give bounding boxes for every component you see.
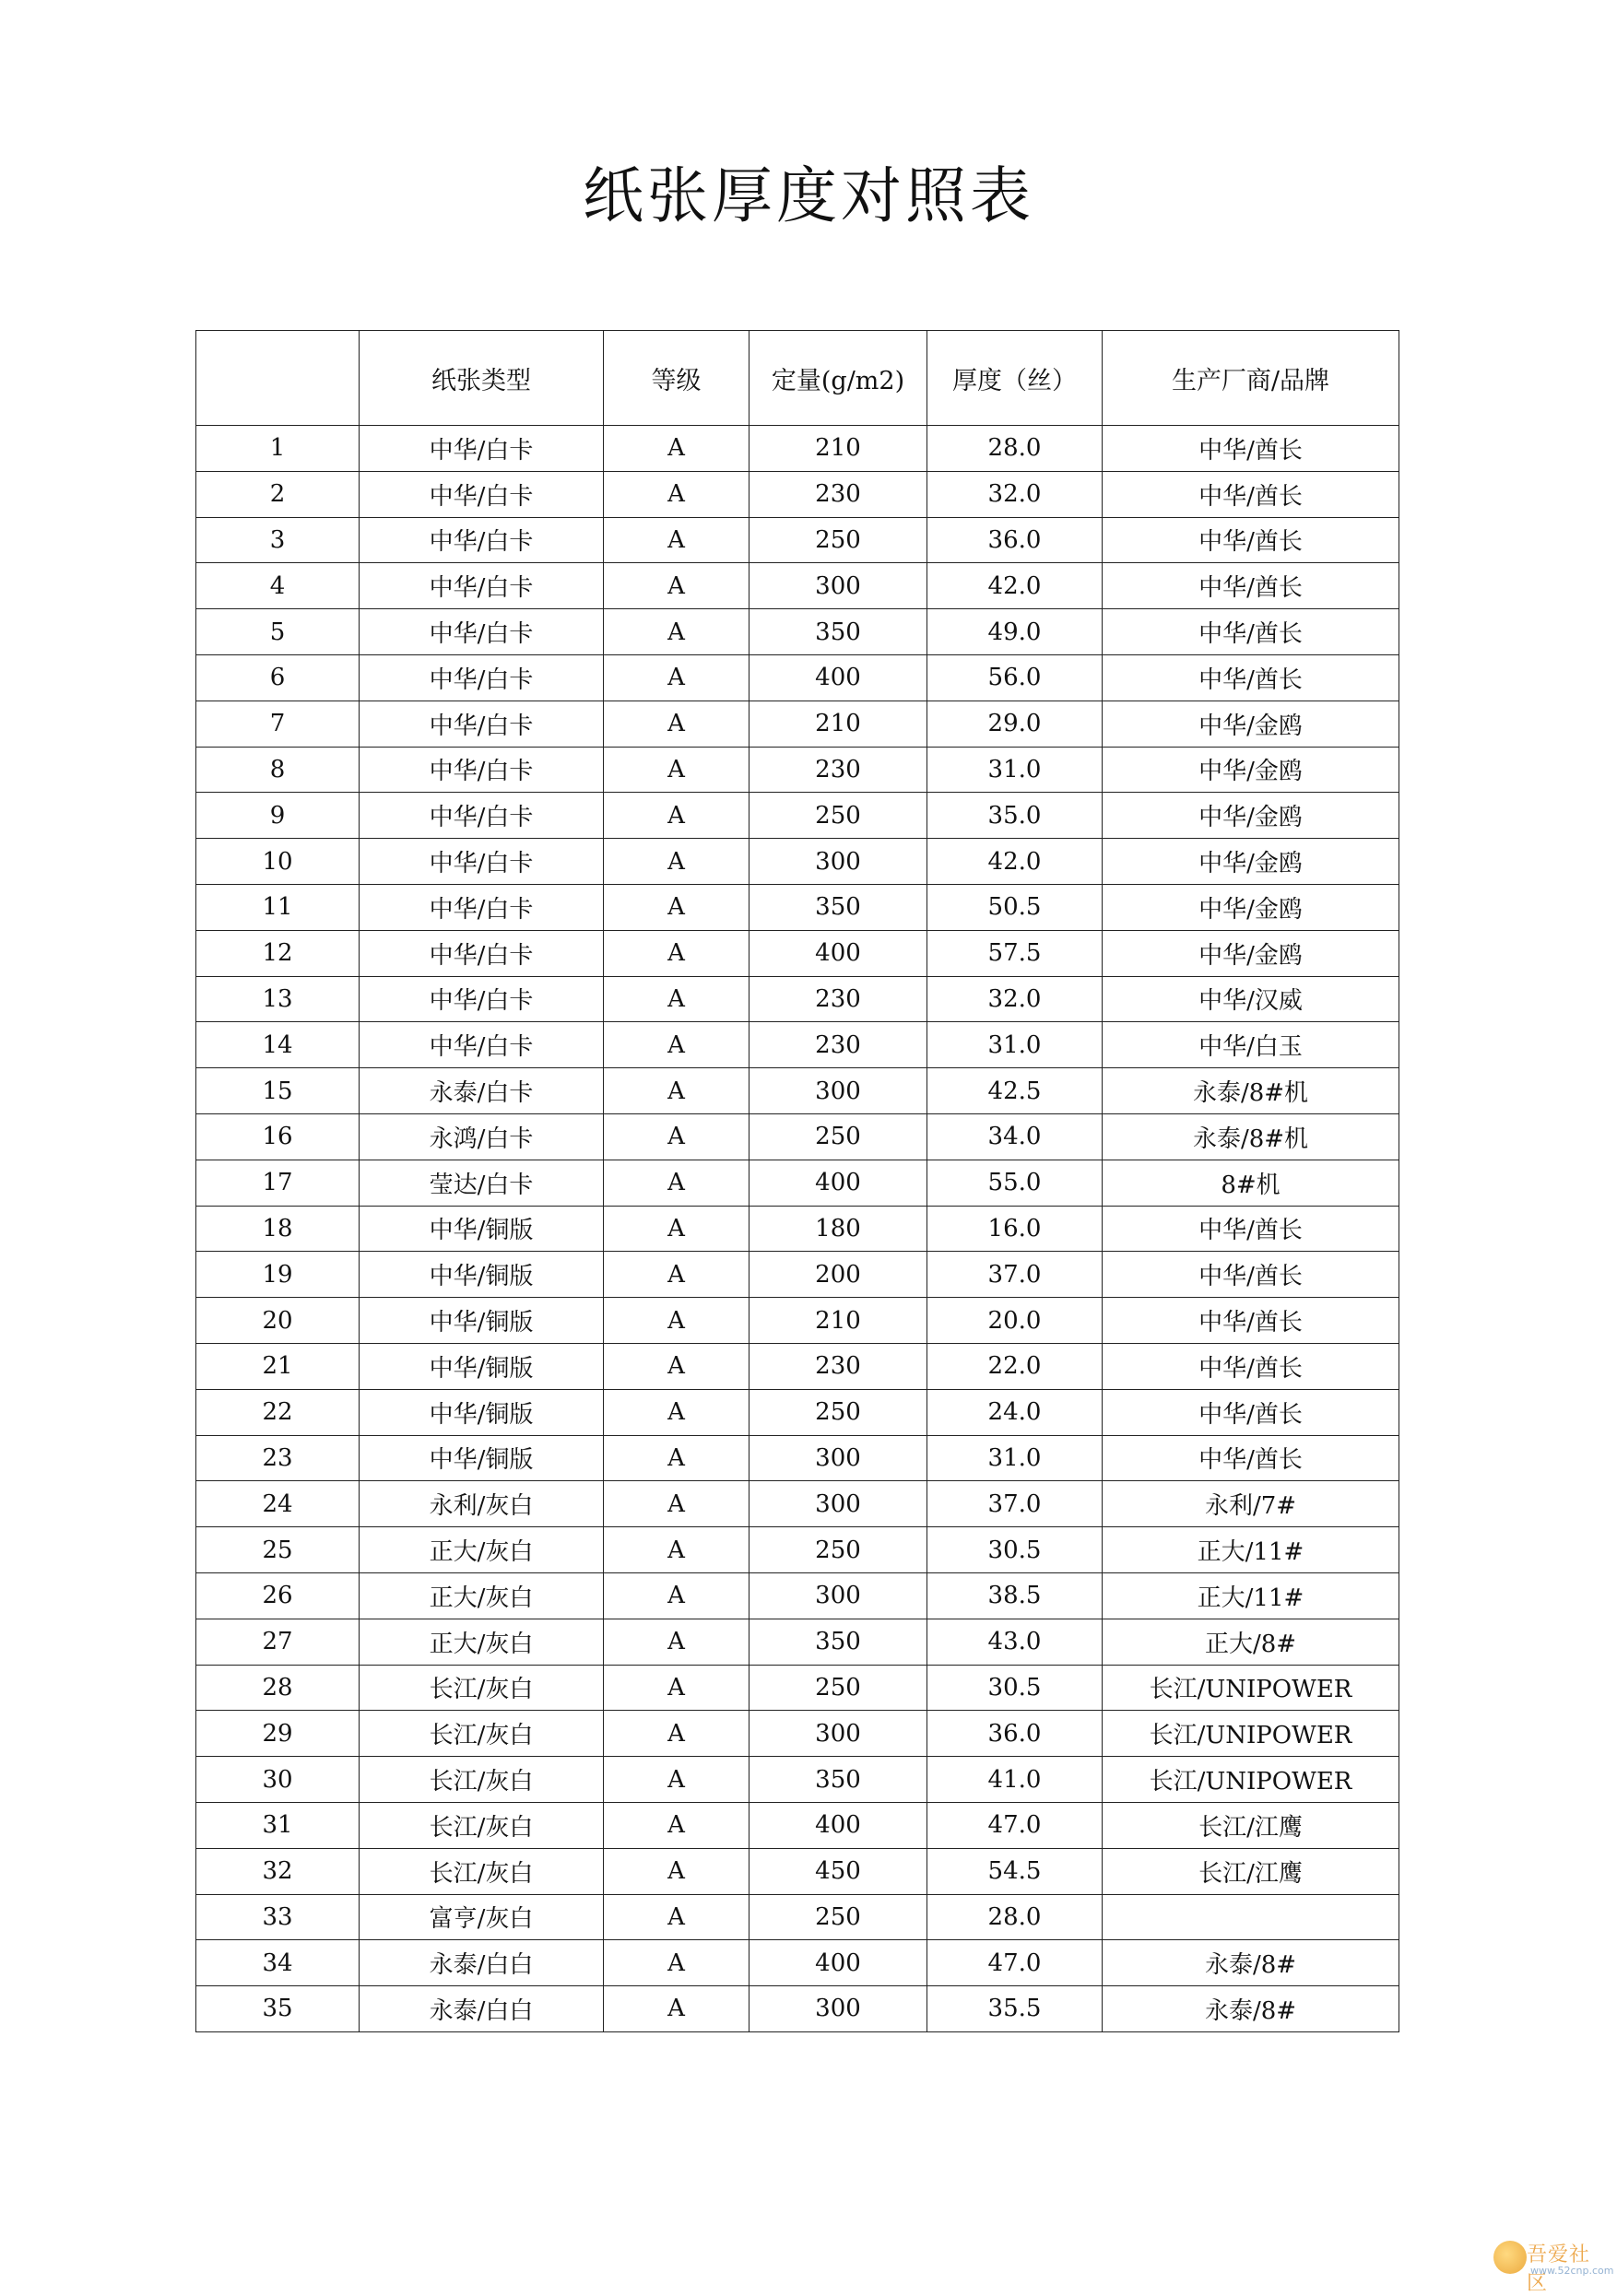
- cell-paper-type: 长江/灰白: [360, 1711, 604, 1757]
- table-row: [196, 884, 1399, 930]
- cell-paper-type: 长江/灰白: [360, 1665, 604, 1711]
- cell-thickness: 37.0: [927, 1481, 1103, 1527]
- cell-manufacturer: 中华/酋长: [1103, 1252, 1399, 1298]
- cell-paper-type: 中华/白卡: [360, 747, 604, 793]
- table-row: [196, 1665, 1399, 1711]
- table-row: [196, 976, 1399, 1022]
- cell-paper-type: 中华/白卡: [360, 884, 604, 930]
- cell-grade: A: [604, 426, 749, 472]
- cell-basis-weight: 400: [749, 1160, 927, 1206]
- cell-paper-type: 永泰/白白: [360, 1940, 604, 1986]
- cell-index: 31: [196, 1802, 360, 1848]
- cell-grade: A: [604, 1894, 749, 1940]
- cell-paper-type: 正大/灰白: [360, 1619, 604, 1665]
- cell-index: 9: [196, 793, 360, 839]
- cell-grade: A: [604, 1940, 749, 1986]
- cell-thickness: 28.0: [927, 1894, 1103, 1940]
- cell-manufacturer: 长江/UNIPOWER: [1103, 1711, 1399, 1757]
- cell-index: 12: [196, 930, 360, 976]
- cell-manufacturer: 中华/酋长: [1103, 1435, 1399, 1481]
- cell-manufacturer: 中华/金鸥: [1103, 884, 1399, 930]
- cell-basis-weight: 200: [749, 1252, 927, 1298]
- cell-index: 7: [196, 701, 360, 747]
- header-grade: 等级: [604, 331, 749, 426]
- table-body: [196, 426, 1399, 2032]
- cell-manufacturer: 长江/UNIPOWER: [1103, 1665, 1399, 1711]
- cell-thickness: 32.0: [927, 976, 1103, 1022]
- cell-index: 16: [196, 1113, 360, 1160]
- cell-thickness: 56.0: [927, 654, 1103, 701]
- table-row: [196, 1343, 1399, 1389]
- cell-basis-weight: 300: [749, 1986, 927, 2032]
- cell-grade: A: [604, 747, 749, 793]
- table-row: [196, 426, 1399, 472]
- cell-basis-weight: 400: [749, 930, 927, 976]
- cell-grade: A: [604, 654, 749, 701]
- cell-basis-weight: 350: [749, 1619, 927, 1665]
- flame-logo-icon: [1493, 2241, 1527, 2274]
- cell-basis-weight: 210: [749, 701, 927, 747]
- cell-thickness: 36.0: [927, 1711, 1103, 1757]
- cell-grade: A: [604, 1527, 749, 1573]
- cell-manufacturer: [1103, 1894, 1399, 1940]
- table-row: [196, 747, 1399, 793]
- header-paper-type: 纸张类型: [360, 331, 604, 426]
- cell-index: 15: [196, 1068, 360, 1114]
- cell-index: 28: [196, 1665, 360, 1711]
- cell-paper-type: 中华/白卡: [360, 609, 604, 655]
- cell-grade: A: [604, 1160, 749, 1206]
- cell-index: 24: [196, 1481, 360, 1527]
- cell-thickness: 20.0: [927, 1298, 1103, 1344]
- cell-basis-weight: 300: [749, 1711, 927, 1757]
- cell-grade: A: [604, 884, 749, 930]
- table-row: [196, 1160, 1399, 1206]
- cell-manufacturer: 中华/酋长: [1103, 654, 1399, 701]
- cell-paper-type: 中华/白卡: [360, 793, 604, 839]
- cell-thickness: 47.0: [927, 1940, 1103, 1986]
- cell-index: 22: [196, 1389, 360, 1435]
- cell-basis-weight: 250: [749, 517, 927, 563]
- cell-thickness: 31.0: [927, 1022, 1103, 1068]
- cell-index: 21: [196, 1343, 360, 1389]
- cell-manufacturer: 中华/酋长: [1103, 426, 1399, 472]
- cell-index: 32: [196, 1848, 360, 1894]
- table-row: [196, 1113, 1399, 1160]
- watermark-text: 吾爱社区: [1527, 2243, 1591, 2295]
- cell-grade: A: [604, 1252, 749, 1298]
- cell-basis-weight: 210: [749, 426, 927, 472]
- table-row: [196, 1389, 1399, 1435]
- cell-thickness: 43.0: [927, 1619, 1103, 1665]
- cell-thickness: 41.0: [927, 1757, 1103, 1803]
- cell-manufacturer: 永泰/8#机: [1103, 1113, 1399, 1160]
- cell-grade: A: [604, 1619, 749, 1665]
- cell-thickness: 30.5: [927, 1527, 1103, 1573]
- cell-manufacturer: 正大/11#: [1103, 1527, 1399, 1573]
- cell-paper-type: 长江/灰白: [360, 1802, 604, 1848]
- cell-thickness: 57.5: [927, 930, 1103, 976]
- cell-thickness: 50.5: [927, 884, 1103, 930]
- cell-paper-type: 中华/白卡: [360, 839, 604, 885]
- cell-manufacturer: 永泰/8#: [1103, 1940, 1399, 1986]
- cell-grade: A: [604, 1757, 749, 1803]
- cell-paper-type: 永利/灰白: [360, 1481, 604, 1527]
- watermark-url: www.52cnp.com: [1530, 2265, 1614, 2277]
- cell-paper-type: 中华/白卡: [360, 701, 604, 747]
- cell-index: 2: [196, 471, 360, 517]
- table-row: [196, 1848, 1399, 1894]
- cell-paper-type: 中华/铜版: [360, 1298, 604, 1344]
- cell-paper-type: 中华/铜版: [360, 1206, 604, 1252]
- cell-grade: A: [604, 1802, 749, 1848]
- cell-manufacturer: 中华/金鸥: [1103, 839, 1399, 885]
- cell-thickness: 47.0: [927, 1802, 1103, 1848]
- cell-thickness: 54.5: [927, 1848, 1103, 1894]
- cell-index: 8: [196, 747, 360, 793]
- cell-manufacturer: 正大/11#: [1103, 1572, 1399, 1619]
- cell-grade: A: [604, 563, 749, 609]
- table-row: [196, 1481, 1399, 1527]
- cell-grade: A: [604, 471, 749, 517]
- watermark: [1493, 2239, 1614, 2295]
- cell-grade: A: [604, 701, 749, 747]
- cell-paper-type: 正大/灰白: [360, 1572, 604, 1619]
- table-row: [196, 930, 1399, 976]
- cell-manufacturer: 永泰/8#: [1103, 1986, 1399, 2032]
- cell-thickness: 31.0: [927, 747, 1103, 793]
- cell-index: 19: [196, 1252, 360, 1298]
- cell-index: 18: [196, 1206, 360, 1252]
- cell-thickness: 36.0: [927, 517, 1103, 563]
- cell-paper-type: 中华/白卡: [360, 976, 604, 1022]
- cell-basis-weight: 230: [749, 1343, 927, 1389]
- cell-index: 34: [196, 1940, 360, 1986]
- cell-index: 4: [196, 563, 360, 609]
- cell-paper-type: 中华/白卡: [360, 426, 604, 472]
- table-row: [196, 1206, 1399, 1252]
- cell-grade: A: [604, 1113, 749, 1160]
- cell-thickness: 35.5: [927, 1986, 1103, 2032]
- cell-basis-weight: 230: [749, 976, 927, 1022]
- cell-thickness: 37.0: [927, 1252, 1103, 1298]
- cell-thickness: 30.5: [927, 1665, 1103, 1711]
- table-row: [196, 1986, 1399, 2032]
- cell-basis-weight: 300: [749, 1572, 927, 1619]
- cell-basis-weight: 300: [749, 1068, 927, 1114]
- cell-manufacturer: 永泰/8#机: [1103, 1068, 1399, 1114]
- cell-paper-type: 中华/白卡: [360, 930, 604, 976]
- cell-thickness: 24.0: [927, 1389, 1103, 1435]
- cell-thickness: 42.0: [927, 839, 1103, 885]
- cell-grade: A: [604, 1022, 749, 1068]
- table-row: [196, 609, 1399, 655]
- cell-manufacturer: 中华/酋长: [1103, 563, 1399, 609]
- cell-basis-weight: 180: [749, 1206, 927, 1252]
- cell-basis-weight: 230: [749, 747, 927, 793]
- table-row: [196, 1894, 1399, 1940]
- table-row: [196, 1435, 1399, 1481]
- paper-thickness-table: [195, 330, 1399, 2032]
- cell-thickness: 31.0: [927, 1435, 1103, 1481]
- table-row: [196, 1940, 1399, 1986]
- table-row: [196, 1619, 1399, 1665]
- cell-grade: A: [604, 930, 749, 976]
- cell-index: 10: [196, 839, 360, 885]
- cell-index: 5: [196, 609, 360, 655]
- cell-manufacturer: 中华/酋长: [1103, 1298, 1399, 1344]
- cell-manufacturer: 中华/汉威: [1103, 976, 1399, 1022]
- cell-basis-weight: 300: [749, 1435, 927, 1481]
- cell-basis-weight: 450: [749, 1848, 927, 1894]
- cell-grade: A: [604, 1665, 749, 1711]
- cell-thickness: 29.0: [927, 701, 1103, 747]
- cell-index: 17: [196, 1160, 360, 1206]
- cell-manufacturer: 永利/7#: [1103, 1481, 1399, 1527]
- cell-index: 29: [196, 1711, 360, 1757]
- cell-index: 25: [196, 1527, 360, 1573]
- cell-basis-weight: 250: [749, 1389, 927, 1435]
- cell-manufacturer: 正大/8#: [1103, 1619, 1399, 1665]
- table-row: [196, 793, 1399, 839]
- cell-basis-weight: 300: [749, 563, 927, 609]
- cell-thickness: 16.0: [927, 1206, 1103, 1252]
- cell-paper-type: 莹达/白卡: [360, 1160, 604, 1206]
- table-row: [196, 839, 1399, 885]
- table-row: [196, 1527, 1399, 1573]
- cell-paper-type: 中华/白卡: [360, 471, 604, 517]
- cell-grade: A: [604, 1711, 749, 1757]
- cell-index: 35: [196, 1986, 360, 2032]
- table-row: [196, 1711, 1399, 1757]
- table-row: [196, 1572, 1399, 1619]
- cell-paper-type: 正大/灰白: [360, 1527, 604, 1573]
- page-title: 纸张厚度对照表: [583, 160, 1034, 231]
- cell-basis-weight: 230: [749, 471, 927, 517]
- table-header-row: [196, 331, 1399, 426]
- cell-grade: A: [604, 1206, 749, 1252]
- table-row: [196, 1802, 1399, 1848]
- header-index: [196, 331, 360, 426]
- table-row: [196, 563, 1399, 609]
- cell-index: 30: [196, 1757, 360, 1803]
- cell-basis-weight: 400: [749, 1802, 927, 1848]
- cell-grade: A: [604, 976, 749, 1022]
- cell-basis-weight: 350: [749, 609, 927, 655]
- cell-index: 23: [196, 1435, 360, 1481]
- header-thickness: 厚度（丝）: [927, 331, 1103, 426]
- cell-paper-type: 富亨/灰白: [360, 1894, 604, 1940]
- cell-manufacturer: 中华/酋长: [1103, 1206, 1399, 1252]
- cell-paper-type: 中华/白卡: [360, 563, 604, 609]
- cell-grade: A: [604, 1986, 749, 2032]
- cell-thickness: 38.5: [927, 1572, 1103, 1619]
- cell-paper-type: 中华/白卡: [360, 1022, 604, 1068]
- cell-index: 20: [196, 1298, 360, 1344]
- cell-paper-type: 中华/白卡: [360, 517, 604, 563]
- cell-manufacturer: 中华/酋长: [1103, 1343, 1399, 1389]
- cell-grade: A: [604, 1298, 749, 1344]
- cell-index: 27: [196, 1619, 360, 1665]
- cell-thickness: 32.0: [927, 471, 1103, 517]
- cell-basis-weight: 250: [749, 1894, 927, 1940]
- table-row: [196, 1757, 1399, 1803]
- cell-basis-weight: 250: [749, 1665, 927, 1711]
- cell-paper-type: 永泰/白白: [360, 1986, 604, 2032]
- cell-index: 26: [196, 1572, 360, 1619]
- cell-index: 11: [196, 884, 360, 930]
- cell-grade: A: [604, 793, 749, 839]
- table-row: [196, 517, 1399, 563]
- cell-paper-type: 永泰/白卡: [360, 1068, 604, 1114]
- cell-basis-weight: 230: [749, 1022, 927, 1068]
- cell-basis-weight: 350: [749, 1757, 927, 1803]
- cell-basis-weight: 400: [749, 654, 927, 701]
- cell-thickness: 22.0: [927, 1343, 1103, 1389]
- cell-thickness: 42.0: [927, 563, 1103, 609]
- cell-basis-weight: 350: [749, 884, 927, 930]
- cell-thickness: 49.0: [927, 609, 1103, 655]
- cell-manufacturer: 中华/金鸥: [1103, 701, 1399, 747]
- cell-paper-type: 中华/铜版: [360, 1389, 604, 1435]
- cell-grade: A: [604, 1848, 749, 1894]
- cell-paper-type: 中华/白卡: [360, 654, 604, 701]
- cell-thickness: 35.0: [927, 793, 1103, 839]
- cell-grade: A: [604, 1389, 749, 1435]
- cell-basis-weight: 250: [749, 793, 927, 839]
- cell-manufacturer: 中华/酋长: [1103, 471, 1399, 517]
- cell-manufacturer: 长江/UNIPOWER: [1103, 1757, 1399, 1803]
- table-row: [196, 1068, 1399, 1114]
- cell-thickness: 28.0: [927, 426, 1103, 472]
- cell-thickness: 42.5: [927, 1068, 1103, 1114]
- cell-grade: A: [604, 1435, 749, 1481]
- table-row: [196, 1298, 1399, 1344]
- cell-index: 33: [196, 1894, 360, 1940]
- cell-manufacturer: 中华/酋长: [1103, 517, 1399, 563]
- cell-paper-type: 中华/铜版: [360, 1343, 604, 1389]
- cell-paper-type: 长江/灰白: [360, 1757, 604, 1803]
- table-row: [196, 1022, 1399, 1068]
- header-manufacturer: 生产厂商/品牌: [1103, 331, 1399, 426]
- cell-basis-weight: 210: [749, 1298, 927, 1344]
- table-row: [196, 701, 1399, 747]
- header-basis-weight: 定量(g/m2): [749, 331, 927, 426]
- cell-manufacturer: 中华/金鸥: [1103, 747, 1399, 793]
- cell-index: 14: [196, 1022, 360, 1068]
- table-row: [196, 1252, 1399, 1298]
- cell-grade: A: [604, 1068, 749, 1114]
- cell-basis-weight: 300: [749, 1481, 927, 1527]
- cell-manufacturer: 中华/酋长: [1103, 609, 1399, 655]
- cell-paper-type: 长江/灰白: [360, 1848, 604, 1894]
- cell-thickness: 55.0: [927, 1160, 1103, 1206]
- cell-basis-weight: 250: [749, 1527, 927, 1573]
- cell-index: 13: [196, 976, 360, 1022]
- cell-basis-weight: 300: [749, 839, 927, 885]
- cell-manufacturer: 中华/酋长: [1103, 1389, 1399, 1435]
- cell-manufacturer: 中华/白玉: [1103, 1022, 1399, 1068]
- cell-grade: A: [604, 1343, 749, 1389]
- cell-grade: A: [604, 609, 749, 655]
- table-row: [196, 471, 1399, 517]
- cell-paper-type: 中华/铜版: [360, 1435, 604, 1481]
- cell-grade: A: [604, 517, 749, 563]
- table-row: [196, 654, 1399, 701]
- cell-index: 3: [196, 517, 360, 563]
- cell-basis-weight: 250: [749, 1113, 927, 1160]
- cell-paper-type: 永鸿/白卡: [360, 1113, 604, 1160]
- cell-manufacturer: 8#机: [1103, 1160, 1399, 1206]
- cell-thickness: 34.0: [927, 1113, 1103, 1160]
- cell-manufacturer: 中华/金鸥: [1103, 793, 1399, 839]
- cell-basis-weight: 400: [749, 1940, 927, 1986]
- cell-grade: A: [604, 1481, 749, 1527]
- cell-index: 1: [196, 426, 360, 472]
- cell-paper-type: 中华/铜版: [360, 1252, 604, 1298]
- cell-grade: A: [604, 839, 749, 885]
- cell-manufacturer: 长江/江鹰: [1103, 1802, 1399, 1848]
- cell-index: 6: [196, 654, 360, 701]
- cell-grade: A: [604, 1572, 749, 1619]
- cell-manufacturer: 长江/江鹰: [1103, 1848, 1399, 1894]
- cell-manufacturer: 中华/金鸥: [1103, 930, 1399, 976]
